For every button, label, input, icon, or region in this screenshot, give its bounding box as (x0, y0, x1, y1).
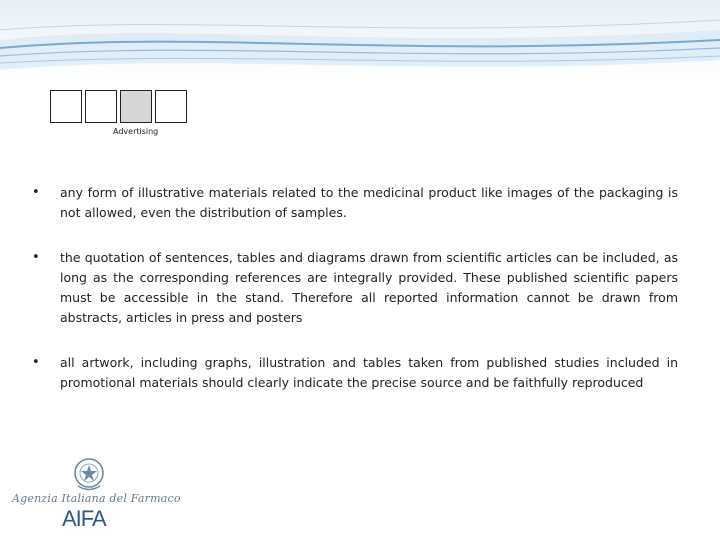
aifa-logo (8, 456, 181, 536)
bullet-text: all artwork, including graphs, illustration and tables taken from published studies included in promotional materials should clearly indicate the precise source and be faithfully reproduced (60, 355, 678, 390)
bullet-item (30, 353, 678, 393)
thumbnail-3[interactable] (120, 90, 152, 123)
bullet-icon: • (32, 355, 40, 370)
thumbnail-strip (50, 90, 187, 123)
bullet-icon: • (32, 185, 40, 200)
section-caption: Advertising (113, 127, 159, 136)
thumbnail-4[interactable] (155, 90, 187, 123)
emblem-icon (72, 456, 106, 494)
thumbnail-1[interactable] (50, 90, 82, 123)
thumbnail-2[interactable] (85, 90, 117, 123)
bullet-text: any form of illustrative materials related to the medicinal product like images of the packaging is not allowed, even the distribution of samples. (60, 185, 678, 220)
bullet-text: the quotation of sentences, tables and diagrams drawn from scientific articles can be included, as long as the corresponding references are integrally provided. These published scientific papers must be accessible in the stand. Therefore all reported information cannot be drawn from abstracts, articles in press and posters (60, 250, 678, 325)
bullet-item (30, 183, 678, 223)
agency-name: Agenzia Italiana del Farmaco (12, 492, 181, 505)
aifa-wordmark: AIFA (62, 506, 106, 531)
bullet-list (30, 183, 678, 418)
bullet-icon: • (32, 250, 40, 265)
header-banner (0, 0, 720, 80)
bullet-item (30, 248, 678, 328)
